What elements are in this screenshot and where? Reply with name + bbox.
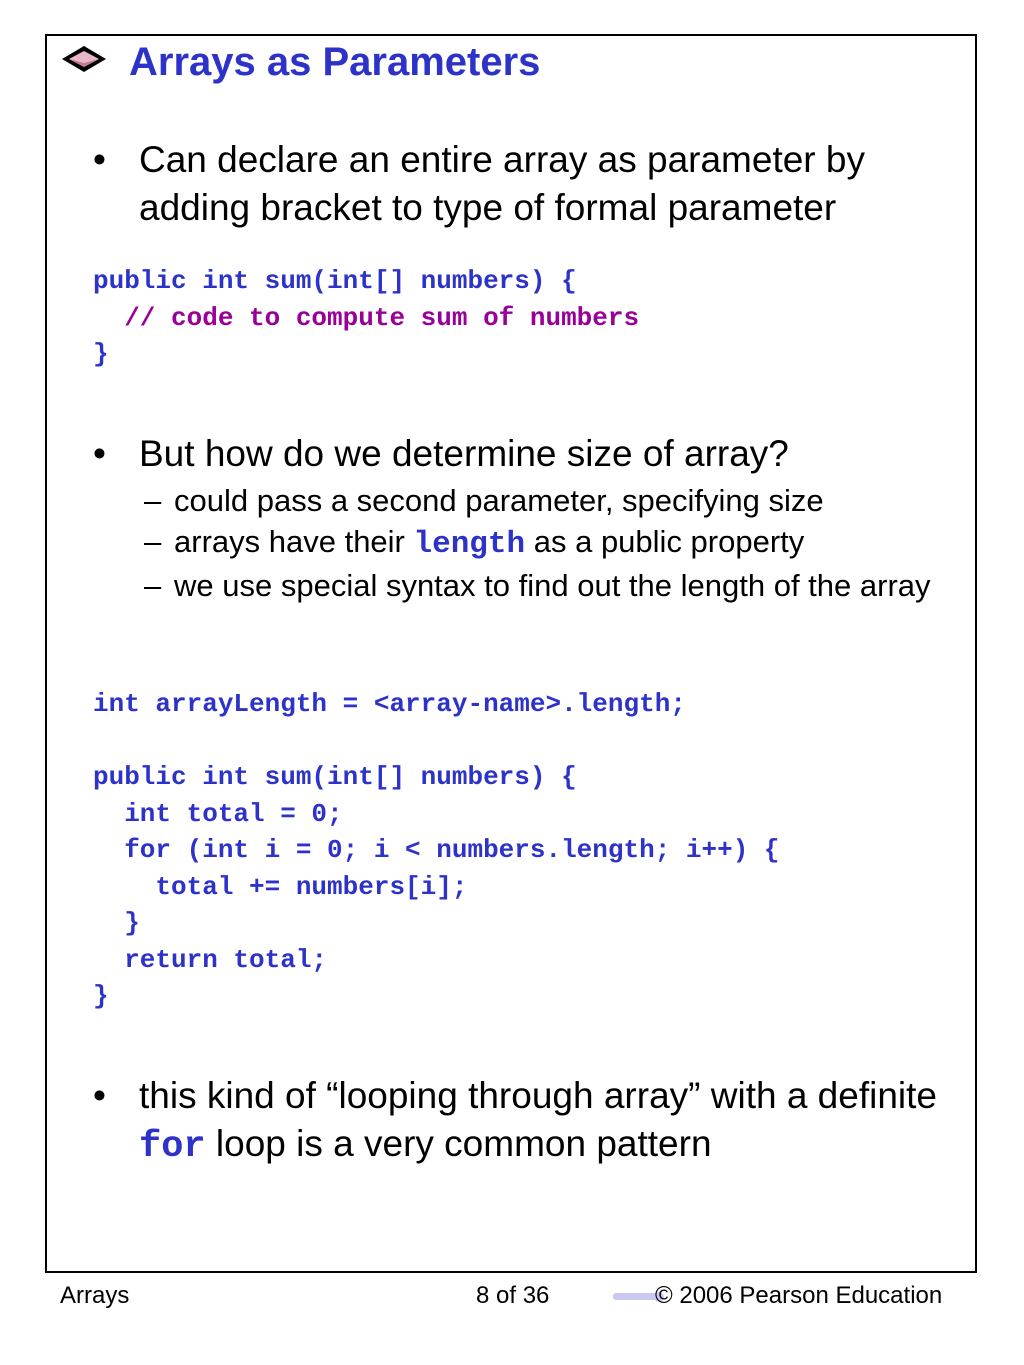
sub-bullet-marker: –	[144, 483, 162, 518]
bullet-marker: •	[93, 433, 106, 474]
slide-frame	[45, 34, 977, 1273]
bullet-declare-array	[93, 136, 953, 232]
bullet-text: Can declare an entire array as parameter by adding bracket to type of formal parameter	[139, 139, 865, 228]
bullet-text-before: this kind of “looping through array” with a definite	[139, 1075, 937, 1116]
sub-bullet-special-syntax	[93, 563, 953, 608]
sub-bullet-marker: –	[144, 524, 162, 559]
sub-bullet-text-after: as a public property	[525, 524, 805, 559]
bullet-looping-pattern	[93, 1072, 953, 1171]
sub-bullet-text: we use special syntax to find out the length of the array	[174, 568, 931, 603]
sub-bullet-text	[93, 519, 953, 567]
inline-code-for: for	[139, 1126, 206, 1168]
sub-bullet-length-property	[93, 519, 953, 567]
bullet-text	[93, 1072, 953, 1171]
code-line: }	[93, 339, 109, 369]
sub-bullet-text-before: arrays have their	[174, 524, 414, 559]
code-comment: // code to compute sum of numbers	[93, 302, 640, 333]
sub-bullet-marker: –	[144, 568, 162, 603]
bullet-array-size	[93, 430, 953, 478]
bullet-marker: •	[93, 1075, 106, 1116]
code-block-sum-implementation: int arrayLength = <array-name>.length; public int sum(int[] numbers) { int total = 0; for (int i = 0; i < numbers.length; i++) { total += numbers[i]; } return total; }	[93, 689, 780, 1011]
sub-bullet-second-parameter	[93, 478, 953, 523]
code-block-sum-signature	[93, 263, 953, 373]
bullet-text: But how do we determine size of array?	[139, 433, 789, 474]
bullet-text-after: loop is a very common pattern	[205, 1123, 712, 1164]
bullet-marker: •	[93, 139, 106, 180]
slide-title: Arrays as Parameters	[129, 40, 541, 84]
diamond-bullet-icon	[59, 42, 109, 76]
inline-code-length: length	[413, 527, 526, 562]
footer-copyright: © 2006 Pearson Education	[655, 1282, 943, 1309]
footer-page-number: 8 of 36	[476, 1282, 550, 1309]
sub-bullet-text: could pass a second parameter, specifying size	[174, 483, 824, 518]
footer-topic: Arrays	[60, 1282, 130, 1309]
code-line: public int sum(int[] numbers) {	[93, 266, 577, 296]
